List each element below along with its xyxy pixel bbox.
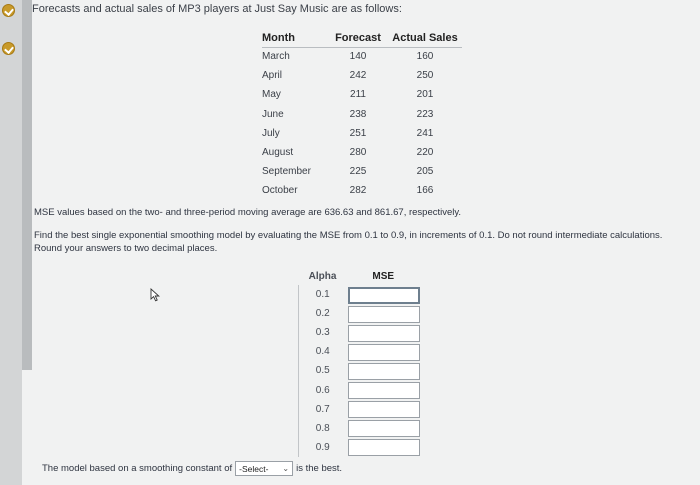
mse-input-0-1[interactable] — [348, 287, 420, 304]
alpha-cell: 0.5 — [299, 361, 347, 380]
month-cell: September — [262, 166, 311, 178]
conclusion-suffix: is the best. — [296, 463, 343, 474]
actual-cell: 223 — [416, 108, 434, 120]
forecast-cell: 282 — [349, 185, 367, 197]
actual-cell: 160 — [416, 51, 434, 63]
mse-input-0-7[interactable] — [348, 401, 420, 418]
select-value: -Select- — [239, 463, 269, 474]
month-cell: May — [262, 89, 281, 101]
header-alpha: Alpha — [308, 271, 337, 282]
month-cell: August — [262, 147, 294, 159]
mse-input-0-4[interactable] — [348, 344, 420, 361]
table-row — [299, 438, 421, 457]
table-row — [262, 85, 462, 104]
month-cell: July — [262, 127, 280, 139]
forecast-cell: 238 — [349, 108, 367, 120]
header-mse: MSE — [372, 271, 395, 282]
smoothing-constant-select[interactable] — [235, 461, 293, 476]
check-icon — [2, 4, 15, 17]
header-forecast: Forecast — [328, 29, 388, 47]
conclusion-prefix: The model based on a smoothing constant of — [42, 463, 233, 474]
table-row — [262, 181, 462, 200]
instructions: Find the best single exponential smoothing model by evaluating the MSE from 0.1 to 0.9, in increments of 0.1. Do not round intermediate calculations. Round your answers to two decimal places. — [34, 230, 663, 254]
table-row — [262, 66, 462, 85]
table-row — [262, 105, 462, 124]
alpha-cell: 0.2 — [299, 304, 347, 323]
forecast-cell: 211 — [350, 89, 366, 101]
check-icon — [2, 42, 15, 55]
mse-input-0-9[interactable] — [348, 439, 420, 456]
forecast-cell: 280 — [349, 147, 367, 159]
table-row — [299, 323, 421, 342]
forecast-cell: 225 — [349, 166, 367, 178]
sales-table — [262, 29, 462, 201]
forecast-cell: 242 — [349, 70, 367, 82]
table-row — [299, 285, 421, 304]
actual-cell: 166 — [416, 185, 434, 197]
mse-input-0-2[interactable] — [348, 306, 420, 323]
forecast-cell: 140 — [349, 51, 367, 63]
alpha-cell: 0.1 — [299, 285, 347, 304]
mse-input-0-8[interactable] — [348, 420, 420, 437]
alpha-cell: 0.9 — [299, 438, 347, 457]
alpha-cell: 0.8 — [299, 419, 347, 438]
table-row — [262, 143, 462, 162]
conclusion-line — [42, 461, 342, 476]
alpha-cell: 0.6 — [299, 380, 347, 399]
intro-text: Forecasts and actual sales of MP3 players at Just Say Music are as follows: — [32, 3, 402, 15]
mse-note: MSE values based on the two- and three-period moving average are 636.63 and 861.67, respectively. — [34, 207, 462, 218]
actual-cell: 241 — [416, 127, 434, 139]
table-row — [262, 162, 462, 181]
table-row — [299, 419, 421, 438]
month-cell: October — [262, 185, 298, 197]
table-row — [262, 47, 462, 66]
scrollbar[interactable] — [22, 0, 32, 370]
table-row — [299, 304, 421, 323]
alpha-mse-table — [298, 268, 421, 457]
month-cell: March — [262, 51, 290, 63]
mse-input-0-6[interactable] — [348, 382, 420, 399]
alpha-cell: 0.7 — [299, 400, 347, 419]
table-row — [299, 361, 421, 380]
actual-cell: 201 — [416, 89, 434, 101]
forecast-cell: 251 — [349, 127, 367, 139]
table-row — [262, 124, 462, 143]
table-row — [299, 380, 421, 399]
alpha-cell: 0.4 — [299, 342, 347, 361]
left-rail — [0, 0, 22, 485]
header-month: Month — [262, 29, 328, 47]
alpha-cell: 0.3 — [299, 323, 347, 342]
mse-input-0-5[interactable] — [348, 363, 420, 380]
mse-input-0-3[interactable] — [348, 325, 420, 342]
header-actual-sales: Actual Sales — [388, 29, 462, 47]
actual-cell: 205 — [416, 166, 434, 178]
chevron-down-icon: ⌄ — [282, 464, 290, 473]
month-cell: June — [262, 108, 284, 120]
actual-cell: 250 — [416, 70, 434, 82]
table-row — [299, 400, 421, 419]
table-row — [299, 342, 421, 361]
actual-cell: 220 — [416, 147, 434, 159]
mouse-cursor-icon — [150, 288, 162, 302]
month-cell: April — [262, 70, 283, 82]
